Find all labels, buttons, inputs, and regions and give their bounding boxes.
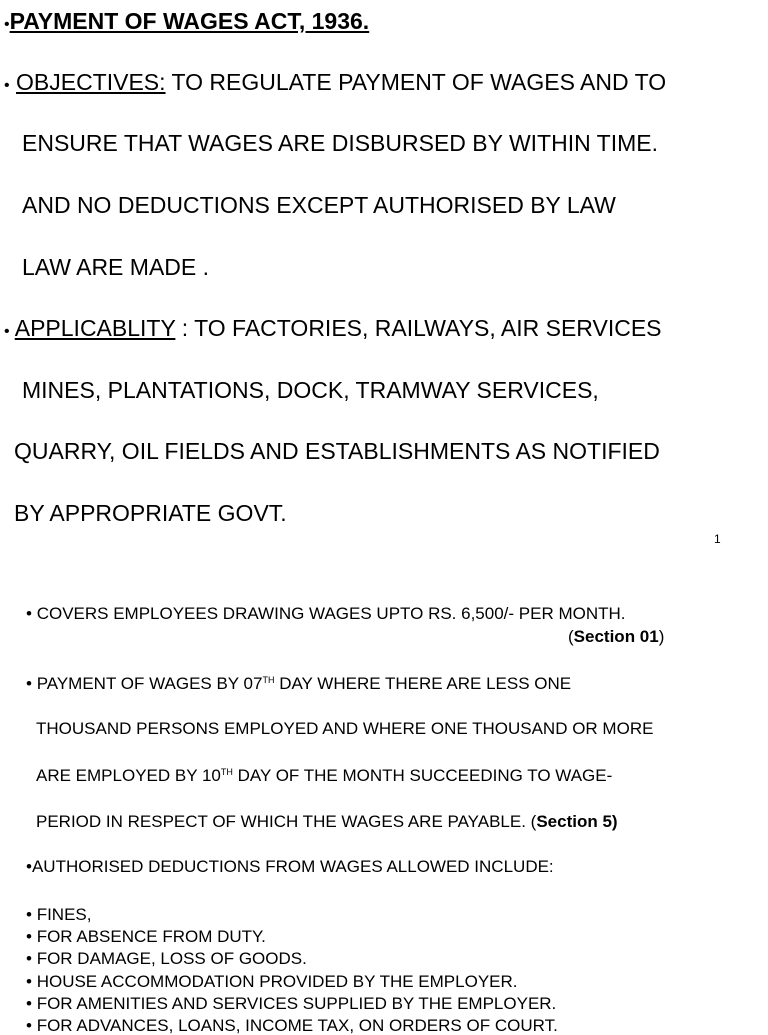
- payment-line-4: PERIOD IN RESPECT OF WHICH THE WAGES ARE PAYABLE. (Section 5): [36, 812, 618, 831]
- bullet: •: [4, 77, 10, 94]
- objectives-text: TO REGULATE PAYMENT OF WAGES AND TO: [165, 69, 667, 95]
- bullet: •: [26, 994, 37, 1013]
- bullet: •: [26, 905, 37, 924]
- applicability-line-3: QUARRY, OIL FIELDS AND ESTABLISHMENTS AS NOTIFIED: [14, 438, 660, 464]
- bullet: •: [4, 323, 10, 340]
- objectives-line-2: ENSURE THAT WAGES ARE DISBURSED BY WITHIN TIME.: [22, 130, 659, 156]
- bullet: •: [26, 1016, 37, 1035]
- bullet: •: [26, 604, 32, 623]
- list-item: • HOUSE ACCOMMODATION PROVIDED BY THE EMPLOYER.: [26, 972, 518, 991]
- covers-text: COVERS EMPLOYEES DRAWING WAGES UPTO RS. 6,500/- PER MONTH.: [36, 604, 626, 623]
- applicability-line-1: [4, 317, 662, 340]
- applicability-line-4: BY APPROPRIATE GOVT.: [14, 500, 287, 526]
- list-item: • FOR AMENITIES AND SERVICES SUPPLIED BY THE EMPLOYER.: [26, 994, 557, 1013]
- objectives-label: OBJECTIVES:: [16, 69, 166, 95]
- payment-line-3: ARE EMPLOYED BY 10TH DAY OF THE MONTH SUCCEEDING TO WAGE-: [36, 766, 613, 785]
- list-item: • FOR ABSENCE FROM DUTY.: [26, 927, 266, 946]
- bullet: •: [4, 16, 10, 33]
- bullet: •: [26, 857, 32, 876]
- title-line: [4, 10, 369, 33]
- objectives-line-1: [4, 71, 666, 94]
- objectives-line-3: AND NO DEDUCTIONS EXCEPT AUTHORISED BY LAW: [22, 192, 616, 218]
- bullet: •: [26, 972, 37, 991]
- bullet: •: [26, 674, 32, 693]
- objectives-line-4: LAW ARE MADE .: [22, 254, 210, 280]
- deductions-intro: •AUTHORISED DEDUCTIONS FROM WAGES ALLOWED INCLUDE:: [26, 857, 554, 876]
- bullet: •: [26, 927, 37, 946]
- page-title: PAYMENT OF WAGES ACT, 1936.: [9, 8, 370, 34]
- applicability-line-2: MINES, PLANTATIONS, DOCK, TRAMWAY SERVICES,: [22, 377, 599, 403]
- payment-line-2: THOUSAND PERSONS EMPLOYED AND WHERE ONE THOUSAND OR MORE: [36, 719, 654, 738]
- page-number: 1: [714, 532, 721, 546]
- list-item: • FOR DAMAGE, LOSS OF GOODS.: [26, 949, 307, 968]
- section-ref: Section 01: [573, 627, 659, 646]
- covers-section-ref: (Section 01): [568, 627, 665, 646]
- payment-line-1: • PAYMENT OF WAGES BY 07TH DAY WHERE THERE ARE LESS ONE: [26, 674, 572, 693]
- applicability-label: APPLICABLITY: [14, 315, 176, 341]
- covers-line: [26, 605, 626, 622]
- bullet: •: [26, 949, 37, 968]
- list-item: • FOR ADVANCES, LOANS, INCOME TAX, ON ORDERS OF COURT.: [26, 1016, 558, 1035]
- section-ref: Section 5): [536, 812, 618, 831]
- list-item: • FINES,: [26, 905, 92, 924]
- applicability-text: : TO FACTORIES, RAILWAYS, AIR SERVICES: [175, 315, 662, 341]
